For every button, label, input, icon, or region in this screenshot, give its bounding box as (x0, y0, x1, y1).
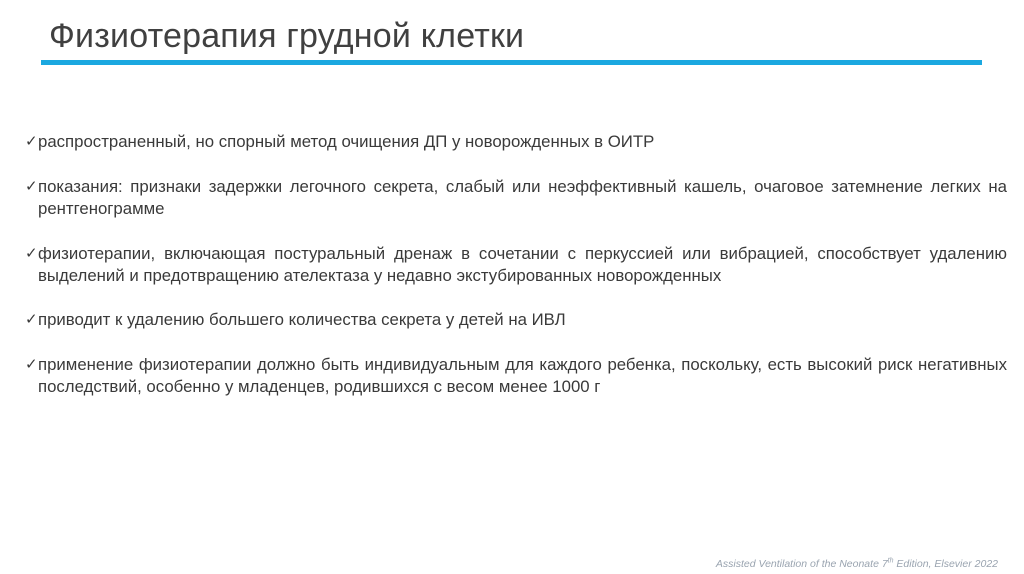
checkmark-icon: ✓ (25, 356, 38, 373)
slide-title: Физиотерапия грудной клетки (49, 17, 525, 55)
bullet-item (25, 131, 1007, 153)
citation-text: Assisted Ventilation of the Neonate 7 (715, 558, 888, 570)
source-citation (716, 558, 998, 570)
bullet-list (25, 131, 1007, 421)
bullet-text: распространенный, но спорный метод очищения ДП у новорожденных в ОИТР (38, 132, 655, 151)
bullet-text: приводит к удалению большего количества секрета у детей на ИВЛ (38, 310, 566, 329)
bullet-text: применение физиотерапии должно быть индивидуальным для каждого ребенка, поскольку, есть высокий риск негативных последствий, особенно у младенцев, родившихся с весом менее 1000 г (38, 355, 1007, 396)
checkmark-icon: ✓ (25, 133, 38, 150)
bullet-item (25, 354, 1007, 398)
checkmark-icon: ✓ (25, 245, 38, 262)
checkmark-icon: ✓ (25, 311, 38, 328)
bullet-text: показания: признаки задержки легочного секрета, слабый или неэффективный кашель, очаговое затемнение легких на рентгенограмме (38, 177, 1007, 218)
citation-text-end: Edition, Elsevier 2022 (893, 558, 998, 570)
bullet-item (25, 309, 1007, 331)
citation-superscript: th (887, 557, 894, 565)
bullet-item (25, 176, 1007, 220)
title-underline (41, 60, 982, 65)
bullet-item (25, 243, 1007, 287)
checkmark-icon: ✓ (25, 178, 38, 195)
bullet-text: физиотерапии, включающая постуральный дренаж в сочетании с перкуссией или вибрацией, способствует удалению выделений и предотвращению ателектаза у недавно экстубированных новорожденных (38, 244, 1007, 285)
